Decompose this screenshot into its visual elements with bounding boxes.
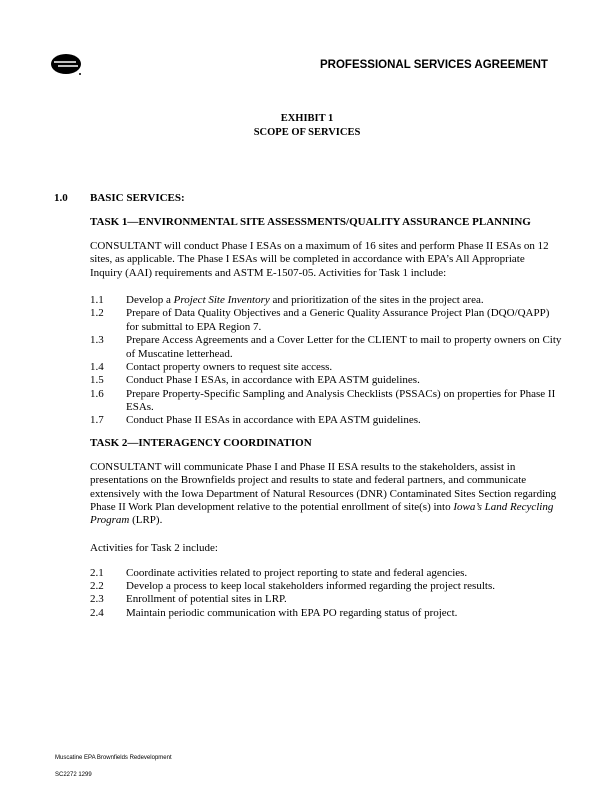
header-title: PROFESSIONAL SERVICES AGREEMENT — [320, 59, 548, 71]
task1-item — [90, 414, 605, 427]
task1-item — [90, 361, 605, 374]
paragraph-line: sites, as applicable. The Phase I ESAs will be completed in accordance with EPA’s All Appropriate — [90, 253, 525, 266]
paragraph-line: CONSULTANT will conduct Phase I ESAs on a maximum of 16 sites and perform Phase II ESAs on 12 — [90, 239, 549, 252]
item-number: 2.1 — [90, 566, 104, 579]
task2-item — [90, 580, 605, 593]
paragraph-line: Inquiry (AAI) requirements and ASTM E-1507-05. Activities for Task 1 include: — [90, 266, 447, 279]
paragraph-emphasis: Program — [90, 514, 130, 527]
paragraph-line: presentations on the Brownfields project and results to state and federal partners, and communicate — [90, 474, 527, 487]
item-text: Prepare of Data Quality Objectives and a Generic Quality Assurance Project Plan (DQO/QAPP) — [126, 307, 550, 320]
item-number: 1.2 — [90, 307, 104, 320]
item-body — [126, 307, 605, 334]
item-text: Conduct Phase I ESAs, in accordance with EPA ASTM guidelines. — [126, 374, 420, 387]
item-text: Conduct Phase II ESAs in accordance with EPA ASTM guidelines. — [126, 414, 421, 427]
paragraph-emphasis: Iowa’s Land Recycling — [453, 501, 554, 513]
section-number: 1.0 — [54, 192, 68, 204]
task1-paragraph — [90, 240, 605, 280]
paragraph-text: Phase II Work Plan development relative to the potential enrollment of site(s) into — [90, 501, 454, 513]
paragraph-line: CONSULTANT will communicate Phase I and Phase II ESA results to the stakeholders, assist in — [90, 460, 516, 473]
task2-item — [90, 567, 605, 580]
item-body — [126, 334, 605, 361]
item-number: 1.1 — [90, 293, 104, 306]
paragraph-line — [90, 514, 605, 527]
item-text: for submittal to EPA Region 7. — [126, 320, 262, 333]
item-text: Coordinate activities related to project reporting to state and federal agencies. — [126, 566, 468, 579]
task1-title: TASK 1—ENVIRONMENTAL SITE ASSESSMENTS/QUALITY ASSURANCE PLANNING — [90, 215, 531, 228]
item-text: Develop a process to keep local stakeholders informed regarding the project results. — [126, 579, 495, 592]
item-number: 1.4 — [90, 360, 104, 373]
item-text: ESAs. — [126, 401, 154, 414]
task2-list — [90, 567, 605, 621]
item-text: Prepare Property-Specific Sampling and Analysis Checklists (PSSACs) on properties for Phase II — [126, 387, 556, 400]
item-text-emphasis: Project Site Inventory — [173, 293, 270, 306]
footer-project: Muscatine EPA Brownfields Redevelopment — [55, 755, 172, 762]
item-text-part: Develop a — [126, 293, 174, 306]
item-number: 1.6 — [90, 387, 104, 400]
task1-item — [90, 307, 605, 334]
section-title: BASIC SERVICES: — [90, 192, 185, 204]
item-number: 2.2 — [90, 579, 104, 592]
exhibit-subtitle: SCOPE OF SERVICES — [253, 127, 361, 138]
task2-title: TASK 2—INTERAGENCY COORDINATION — [90, 436, 312, 449]
item-text: of Muscatine letterhead. — [126, 347, 233, 360]
footer-code: SC2272 1299 — [55, 772, 92, 779]
page-header — [0, 53, 614, 77]
task2-item — [90, 593, 605, 606]
item-text-part: and prioritization of the sites in the project area. — [269, 293, 484, 306]
item-text — [126, 294, 605, 307]
item-text: Enrollment of potential sites in LRP. — [126, 593, 287, 606]
paragraph-line — [90, 501, 605, 514]
item-number: 2.4 — [90, 606, 104, 619]
item-text: Contact property owners to request site access. — [126, 360, 333, 373]
task1-list — [90, 294, 605, 428]
item-text: Prepare Access Agreements and a Cover Letter for the CLIENT to mail to property owners on City — [126, 334, 562, 347]
item-number: 1.5 — [90, 374, 104, 387]
task1-item — [90, 388, 605, 415]
task1-item — [90, 374, 605, 387]
item-number: 2.3 — [90, 593, 104, 606]
task2-item — [90, 607, 605, 620]
task1-item — [90, 334, 605, 361]
task1 — [90, 216, 605, 428]
item-number: 1.3 — [90, 334, 104, 347]
item-text: Maintain periodic communication with EPA PO regarding status of project. — [126, 606, 458, 619]
item-body — [126, 388, 605, 415]
task2-paragraph — [90, 461, 605, 528]
paragraph-text: (LRP). — [129, 514, 163, 527]
task2 — [90, 437, 605, 620]
item-number: 1.7 — [90, 414, 104, 427]
paragraph-line: extensively with the Iowa Department of Natural Resources (DNR) Contaminated Sites Section regarding — [90, 487, 557, 500]
task1-item — [90, 294, 605, 307]
section-heading — [54, 192, 614, 205]
exhibit-title: EXHIBIT 1 — [280, 113, 334, 124]
task2-intro: Activities for Task 2 include: — [90, 541, 218, 554]
company-logo — [50, 53, 84, 77]
